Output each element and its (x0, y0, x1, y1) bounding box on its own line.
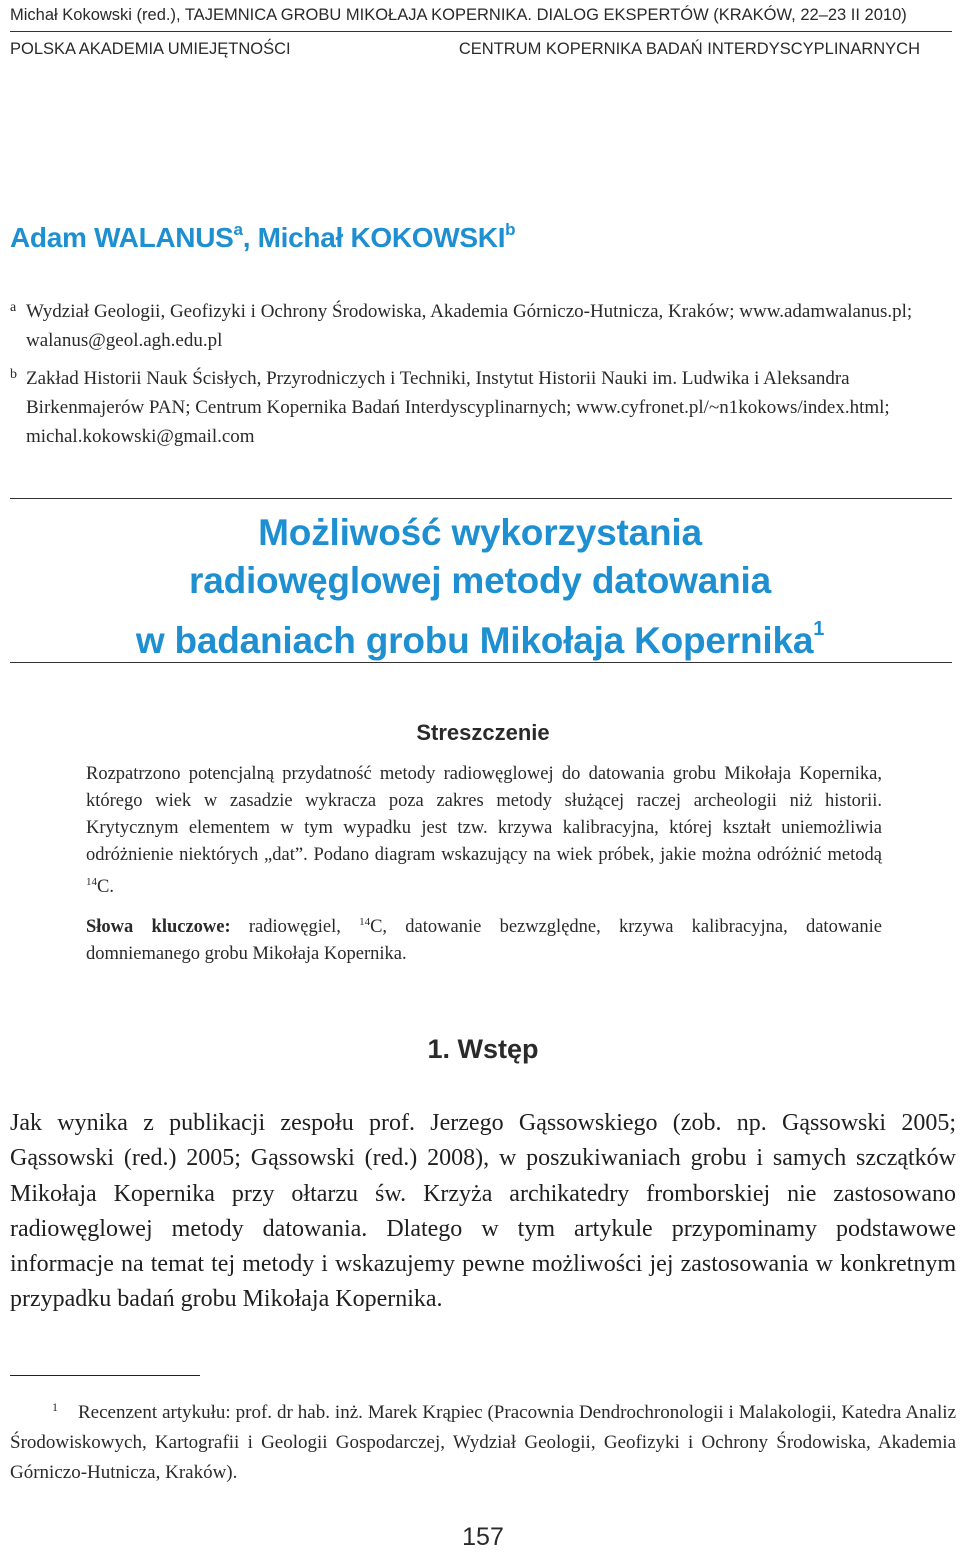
affiliation-a-mark: a (10, 300, 17, 315)
keywords (86, 909, 882, 968)
author-a-name: Adam WALANUS (10, 222, 234, 253)
keywords-text-1: radiowęgiel, (230, 917, 360, 937)
article-title (0, 509, 960, 665)
author-a-mark: a (233, 220, 243, 239)
keywords-label: Słowa kluczowe: (86, 917, 231, 937)
body-paragraph: Jak wynika z publikacji zespołu prof. Jerzego Gąssowskiego (zob. np. Gąssowski 2005; Gąssowski (red.) 2005; Gąssowski (red.) 2008), w poszukiwaniach grobu i samych szczątków Mikołaja Kopernika przy ołtarzu św. Krzyża archikatedry fromborskiej nie zastosowano radiowęglowej metody datowania. Dlatego w tym artykule przypominamy podstawowe informacje na temat tej metody i wskazujemy pewne możliwości jej zastosowania w konkretnym przypadku badań grobu Mikołaja Kopernika. (10, 1110, 956, 1313)
abstract-text (86, 761, 882, 901)
page-number: 157 (462, 1523, 504, 1551)
footnote-mark: 1 (52, 1400, 58, 1414)
footnote-rule (10, 1375, 200, 1376)
title-line-2: radiowęglowej metody datowania (189, 560, 771, 601)
title-rule-top (10, 498, 952, 499)
abstract-text-main: Rozpatrzono potencjalną przydatność metody radiowęglowej do datowania grobu Mikołaja Kopernika, którego wiek w zasadzie wykracza poza zakres metody służącej raczej archeologii niż historii. Krytycznym elementem w tym wypadku jest tzw. krzywa kalibracyjna, której kształt uniemożliwia odróżnienie niektórych „dat”. Podano diagram wskazujący na wiek próbek, jakie można odróżnić metodą (86, 764, 882, 865)
title-line-3-wrap (0, 605, 960, 665)
abstract-heading: Streszczenie (416, 720, 550, 745)
running-header: Michał Kokowski (red.), TAJEMNICA GROBU MIKOŁAJA KOPERNIKA. DIALOG EKSPERTÓW (KRAKÓW, 22–23 II 2010) (10, 6, 907, 24)
header-rule (10, 31, 952, 32)
publisher-right: CENTRUM KOPERNIKA BADAŃ INTERDYSCYPLINARNYCH (458, 40, 920, 58)
affiliation-a (10, 297, 956, 355)
footnote (10, 1392, 956, 1488)
abstract-isotope-sup: 14 (86, 876, 97, 888)
affiliation-a-text: Wydział Geologii, Geofizyki i Ochrony Środowiska, Akademia Górniczo-Hutnicza, Kraków; www.adamwalanus.pl; walanus@geol.agh.edu.pl (26, 301, 913, 351)
title-line-3: w badaniach grobu Mikołaja Kopernika (135, 620, 814, 661)
affiliation-b-text: Zakład Historii Nauk Ścisłych, Przyrodniczych i Techniki, Instytut Historii Nauki im. Ludwika i Aleksandra Birkenmajerów PAN; Centrum Kopernika Badań Interdyscyplinarnych; www.cyfronet.pl/~n1kokows/index.html; michal.kokowski@gmail.com (26, 368, 890, 447)
footnote-text: Recenzent artykułu: prof. dr hab. inż. Marek Krąpiec (Pracownia Dendrochronologii i Malakologii, Katedra Analiz Środowiskowych, Kartografii i Geologii Gospodarczej, Wydział Geologii, Geofizyki i Ochrony Środowiska, Akademia Górniczo-Hutnicza, Kraków). (10, 1402, 956, 1483)
author-separator: , (242, 222, 258, 253)
authors-line (10, 220, 515, 254)
affiliation-b-mark: b (10, 367, 17, 382)
author-b-name: Michał KOKOWSKI (257, 222, 506, 253)
title-footnote-mark: 1 (813, 618, 825, 640)
title-line-1: Możliwość wykorzystania (258, 512, 702, 553)
section-heading: 1. Wstęp (427, 1034, 539, 1064)
publisher-left: POLSKA AKADEMIA UMIEJĘTNOŚCI (10, 40, 291, 58)
keywords-isotope-sup: 14 (359, 916, 371, 928)
title-rule-bottom (10, 662, 952, 663)
affiliation-b (10, 364, 956, 451)
abstract-text-end: C. (97, 877, 114, 897)
author-b-mark: b (505, 220, 516, 239)
keywords-text-2: C, datowanie bezwzględne, krzywa kalibracyjna, datowanie domniemanego grobu Mikołaja Kopernika. (86, 917, 882, 964)
